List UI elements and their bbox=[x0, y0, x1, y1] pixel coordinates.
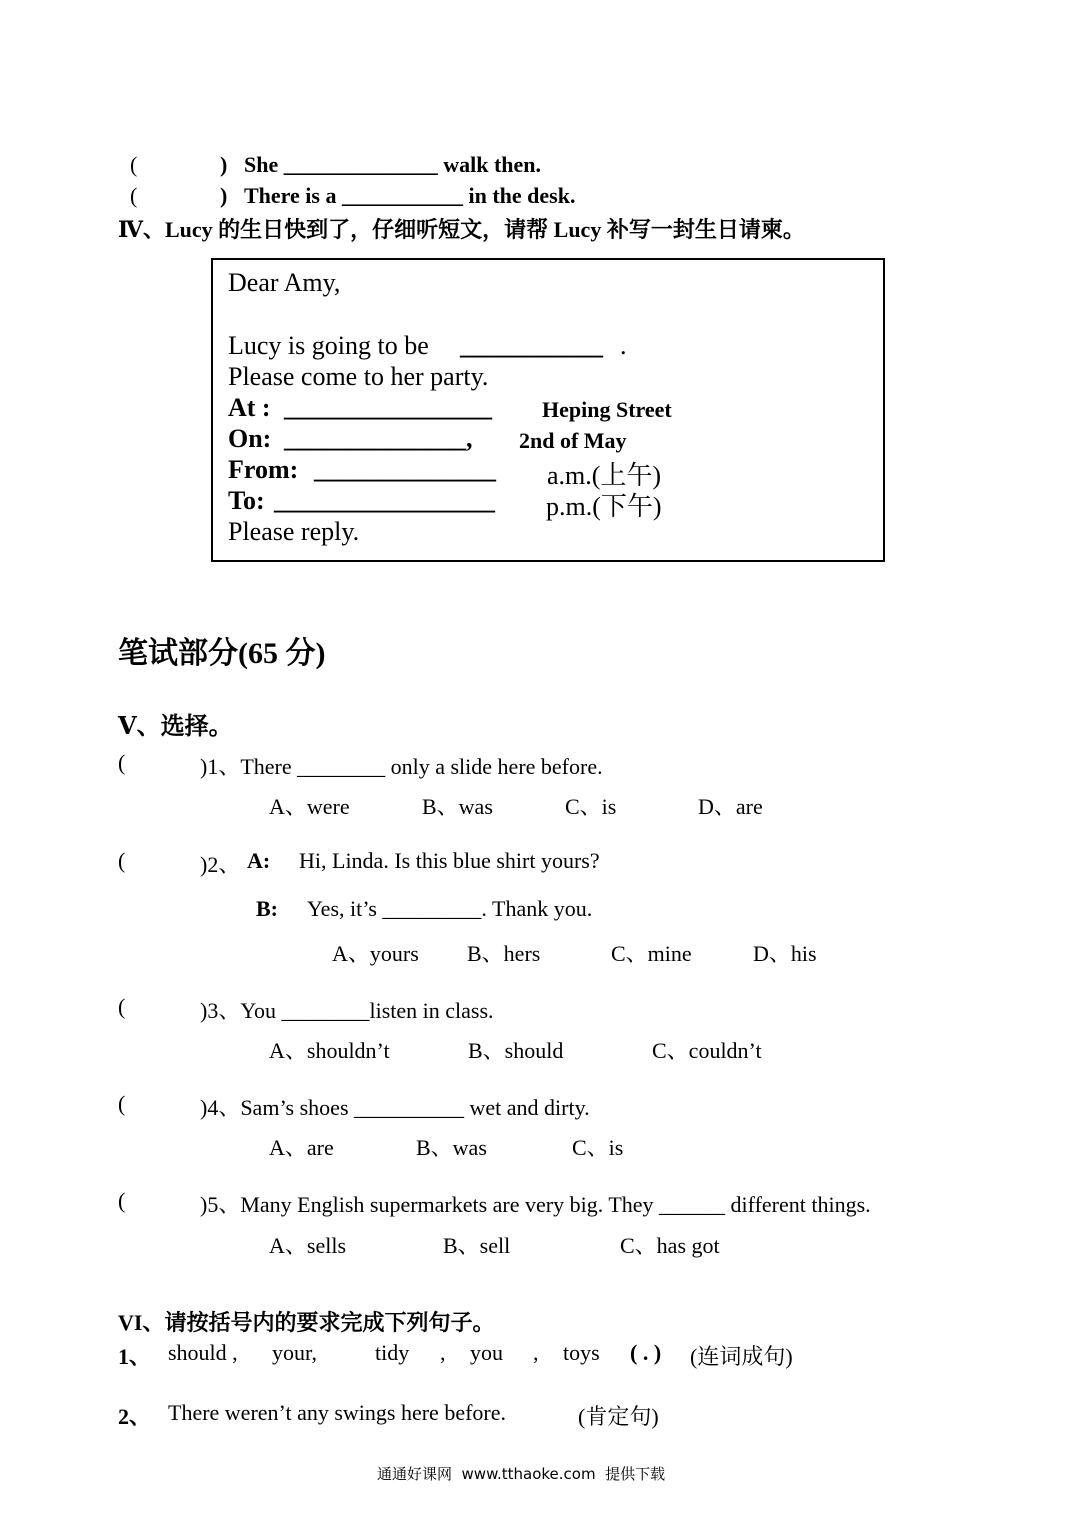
option: C、mine bbox=[611, 941, 692, 966]
paren-close: ) bbox=[220, 152, 228, 177]
answer-paren: ( bbox=[118, 1188, 126, 1213]
sentence: There weren’t any swings here before. bbox=[168, 1400, 507, 1425]
section-4-title: Ⅳ、Lucy 的生日快到了，仔细听短文，请帮 Lucy 补写一封生日请柬。 bbox=[118, 217, 805, 242]
date-text: 2nd of May bbox=[519, 428, 627, 453]
letter-line-party: Please come to her party. bbox=[228, 362, 489, 391]
question-5-stem: )5、Many English supermarkets are very big. They ______ different things. bbox=[200, 1192, 871, 1217]
letter-line-birthday: Lucy is going to be bbox=[228, 331, 429, 360]
label-on: On: bbox=[228, 424, 272, 453]
option: A、yours bbox=[332, 941, 419, 966]
option: D、his bbox=[753, 941, 817, 966]
street-name: Heping Street bbox=[542, 397, 672, 422]
item-number: 1、 bbox=[118, 1344, 152, 1369]
question-2-stem: )2、 bbox=[200, 852, 241, 877]
blank-to: _________________ bbox=[274, 486, 495, 515]
option: B、was bbox=[416, 1135, 487, 1160]
option: A、shouldn’t bbox=[269, 1038, 390, 1063]
dialogue-line-a: Hi, Linda. Is this blue shirt yours? bbox=[299, 848, 600, 873]
option: A、sells bbox=[269, 1233, 347, 1258]
option: A、are bbox=[269, 1135, 334, 1160]
letter-closing: Please reply. bbox=[228, 517, 360, 546]
footer-text: 通通好课网 www.tthaoke.com 提供下载 bbox=[377, 1465, 666, 1483]
label-to: To: bbox=[228, 486, 265, 515]
answer-paren: ( bbox=[118, 848, 126, 873]
option: C、is bbox=[572, 1135, 624, 1160]
speaker-b: B: bbox=[256, 896, 278, 921]
speaker-a: A: bbox=[247, 848, 271, 873]
answer-paren: ( bbox=[118, 994, 126, 1019]
written-part-title: 笔试部分(65 分) bbox=[118, 637, 326, 670]
question-3-stem: )3、You ________listen in class. bbox=[200, 998, 494, 1023]
requirement: (肯定句) bbox=[578, 1404, 659, 1429]
question-there-is: There is a ___________ in the desk. bbox=[244, 183, 576, 208]
option: C、couldn’t bbox=[652, 1038, 762, 1063]
letter-period: . bbox=[620, 331, 627, 360]
option: B、hers bbox=[467, 941, 541, 966]
word: ( . ) bbox=[630, 1340, 662, 1365]
option: B、was bbox=[422, 794, 493, 819]
question-she: She ______________ walk then. bbox=[244, 152, 542, 177]
section-6-title: VI、请按括号内的要求完成下列句子。 bbox=[118, 1310, 495, 1335]
option: B、sell bbox=[443, 1233, 511, 1258]
blank-age: ___________ bbox=[460, 331, 603, 360]
pm-text: p.m.(下午) bbox=[546, 492, 662, 521]
word: your, bbox=[272, 1340, 317, 1365]
word: toys bbox=[563, 1340, 600, 1365]
option: C、is bbox=[565, 794, 617, 819]
question-4-stem: )4、Sam’s shoes __________ wet and dirty. bbox=[200, 1095, 590, 1120]
item-number: 2、 bbox=[118, 1404, 152, 1429]
option: B、should bbox=[468, 1038, 564, 1063]
section-5-title: Ⅴ、选择。 bbox=[118, 714, 233, 740]
paren-open: ( bbox=[130, 183, 138, 208]
question-1-stem: )1、There ________ only a slide here before. bbox=[200, 754, 603, 779]
option: C、has got bbox=[620, 1233, 720, 1258]
option: D、are bbox=[698, 794, 763, 819]
letter-greeting: Dear Amy, bbox=[228, 268, 341, 297]
answer-paren: ( bbox=[118, 1091, 126, 1116]
blank-on: ______________, bbox=[284, 424, 473, 453]
label-at: At : bbox=[228, 393, 271, 422]
paren-close: ) bbox=[220, 183, 228, 208]
blank-from: ______________ bbox=[314, 455, 496, 484]
answer-paren: ( bbox=[118, 750, 126, 775]
blank-at: ________________ bbox=[284, 393, 492, 422]
am-text: a.m.(上午) bbox=[547, 461, 662, 490]
requirement: (连词成句) bbox=[690, 1344, 793, 1369]
word: , bbox=[440, 1340, 446, 1365]
word: , bbox=[533, 1340, 539, 1365]
word: tidy bbox=[375, 1340, 410, 1365]
option: A、were bbox=[269, 794, 350, 819]
word: you bbox=[470, 1340, 503, 1365]
label-from: From: bbox=[228, 455, 299, 484]
word: should , bbox=[168, 1340, 238, 1365]
dialogue-line-b: Yes, it’s _________. Thank you. bbox=[307, 896, 593, 921]
paren-open: ( bbox=[130, 152, 138, 177]
